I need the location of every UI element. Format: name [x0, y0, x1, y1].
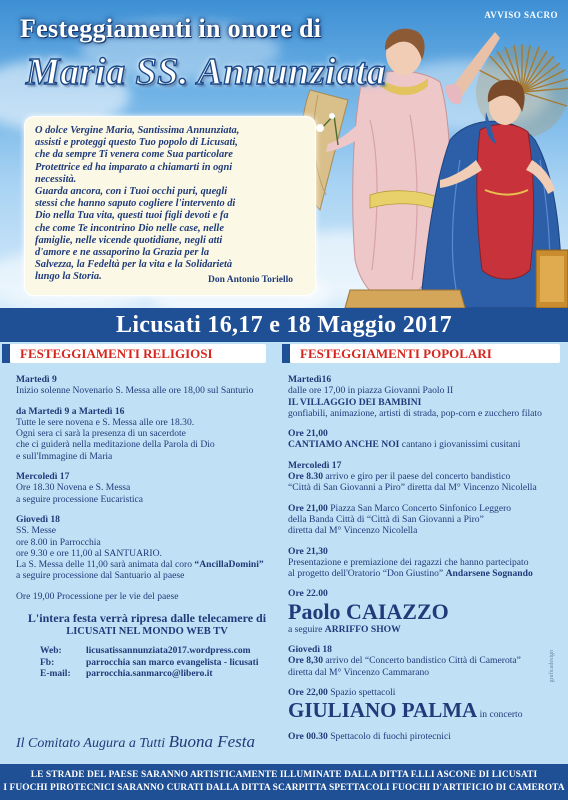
entry-text: a seguire: [288, 623, 325, 635]
date-banner: [0, 308, 568, 342]
tv-channel-name: LICUSATI NEL MONDO WEB TV: [66, 626, 228, 638]
entry-line: [288, 439, 556, 450]
entry-line: “Città di San Giovanni a Piro” diretta dal M° Vincenzo Nicolella: [288, 482, 537, 494]
event-title: IL VILLAGGIO DEI BAMBINI: [288, 396, 422, 408]
entry-line: [288, 655, 556, 666]
entry-heading: Ore 21,30: [288, 545, 328, 557]
prayer-line: assisti e proteggi questo Tuo popolo di Licusati,: [35, 137, 238, 149]
prayer-line: famiglie, nelle vicende quotidiane, negli atti: [35, 234, 223, 246]
entry-line: [288, 698, 556, 722]
prayer-box: [24, 116, 316, 296]
entry-line: [288, 687, 556, 698]
email-link[interactable]: parrocchia.sanmarco@libero.it: [86, 669, 213, 680]
entry-text: cantano i giovanissimi cusitani: [399, 439, 521, 451]
entry-line: ore 8.00 in Parrocchia: [16, 536, 101, 548]
footer-line: LE STRADE DEL PAESE SARANNO ARTISTICAMENTE ILLUMINATE DALLA DITTA F.LLI ASCONE DI LICUSATI: [30, 770, 538, 780]
program-entry: [288, 687, 556, 722]
entry-line: Ore 18.30 Novena e S. Messa: [16, 482, 131, 494]
performer-name: Paolo CAIAZZO: [288, 598, 449, 624]
section-header-popular: FESTEGGIAMENTI POPOLARI: [290, 344, 560, 363]
entry-line: Ogni sera ci sarà la presenza di un sacerdote: [16, 428, 186, 440]
entry-text: al progetto dell'Oratorio “Don Giustino”: [288, 568, 446, 580]
entry-line: [288, 624, 556, 635]
event-title: CANTIAMO ANCHE NOI: [288, 439, 400, 451]
contact-label: E-mail:: [40, 669, 71, 680]
entry-line: SS. Messe: [16, 525, 56, 537]
entry-line: gonfiabili, animazione, artisti di strada, pop-corn e zucchero filato: [288, 407, 542, 419]
entry-line: [288, 731, 556, 742]
prayer-line: O dolce Vergine Maria, Santissima Annunziata,: [35, 125, 240, 136]
entry-line: a seguire processione Eucaristica: [16, 493, 144, 505]
closing-greeting: [16, 732, 286, 752]
entry-line: [16, 559, 278, 570]
web-link[interactable]: licusatissannunziata2017.wordpress.com: [86, 646, 251, 657]
program-entry: [16, 591, 278, 602]
entry-line: Ore 19,00 Processione per le vie del paese: [16, 590, 179, 602]
entry-time: Ore 00.30: [288, 731, 328, 743]
prayer-line: che come Te incontrino Dio nelle case, nelle: [35, 222, 224, 234]
prayer-line: Protettrice ed ha imparato a chiamarti in ogni: [35, 161, 233, 173]
prayer-signature: Don Antonio Toriello: [208, 275, 293, 285]
date-text: Licusati 16,17 e 18 Maggio 2017: [116, 311, 452, 338]
prayer-line: necessità.: [35, 173, 77, 185]
entry-line: [288, 471, 556, 482]
entry-time: Ore 22,00: [288, 686, 328, 698]
entry-line: a seguire processione dal Santuario al paese: [16, 570, 185, 582]
program-entry: [16, 374, 278, 397]
entry-time: Ore 21,00: [288, 502, 328, 514]
greeting-text: Il Comitato Augura a Tutti: [16, 736, 169, 751]
program-entry: [288, 731, 556, 742]
program-entry: [288, 644, 556, 678]
program-entry: [288, 546, 556, 580]
contact-label: Web:: [40, 646, 62, 657]
performer-name: GIULIANO PALMA: [288, 698, 478, 723]
greeting-emphasis: Buona Festa: [168, 732, 256, 751]
entry-heading: Mercoledì 17: [288, 459, 342, 471]
entry-text: Spettacolo di fuochi pirotecnici: [327, 731, 451, 743]
program-entry: [288, 503, 556, 537]
hero-sky: [0, 0, 568, 308]
popular-program: [288, 374, 556, 752]
entry-text: arrivo del “Concerto bandistico Città di Camerota”: [323, 655, 521, 667]
program-entry: [16, 559, 278, 582]
entry-text: arrivo e giro per il paese del concerto bandistico: [323, 471, 511, 483]
entry-heading: da Martedì 9 a Martedì 16: [16, 405, 125, 417]
tv-coverage-line: L'intera festa verrà ripresa dalle telecamere di: [27, 611, 267, 626]
entry-line: Presentazione e premiazione dei ragazzi che hanno partecipato: [288, 556, 529, 568]
entry-time: Ore 8.30: [288, 471, 323, 483]
event-title: ARRIFFO SHOW: [324, 623, 401, 635]
design-credit: graficadesign: [549, 650, 555, 683]
facebook-link[interactable]: parrocchia san marco evangelista - licusati: [86, 657, 259, 668]
contact-row-web: [16, 646, 278, 658]
religious-program: [16, 374, 278, 681]
program-entry: [288, 374, 556, 419]
program-entry: [16, 471, 278, 505]
entry-line: ore 9.30 e ore 11,00 al SANTUARIO.: [16, 547, 162, 559]
entry-heading: Martedì 9: [16, 374, 57, 385]
program-entry: [288, 588, 556, 635]
entry-line: diretta dal M° Vincenzo Nicolella: [288, 525, 418, 537]
entry-heading: Ore 22.00: [288, 588, 328, 600]
entry-text: Piazza San Marco Concerto Sinfonico Leggero: [327, 502, 512, 514]
entry-line: della Banda Città di “Città di San Giovanni a Piro”: [288, 513, 484, 525]
prayer-line: Salvezza, la Fedeltà per la vita e la Solidarietà: [35, 259, 233, 271]
event-title: Andarsene Sognando: [445, 568, 533, 580]
prayer-line: stessi che hanno saputo cogliere l'intervento di: [35, 198, 236, 210]
contact-row-fb: [16, 658, 278, 670]
entry-text: Spazio spettacoli: [327, 686, 396, 698]
entry-heading: Giovedì 18: [288, 644, 332, 656]
entry-line: e sull'Immagine di Maria: [16, 450, 113, 462]
entry-time: Ore 8,30: [288, 655, 323, 667]
entry-line: [288, 568, 556, 579]
section-header-religious: FESTEGGIAMENTI RELIGIOSI: [10, 344, 266, 363]
prayer-line: lungo la Storia.: [35, 271, 102, 283]
entry-line: dalle ore 17,00 in piazza Giovanni Paolo II: [288, 385, 454, 397]
entry-line: Inizio solenne Novenario S. Messa alle ore 18,00 sul Santurio: [16, 385, 254, 397]
contact-row-email: [16, 669, 278, 681]
prayer-line: Dio nella Tua vita, questi tuoi figli devoti e fa: [35, 210, 229, 222]
contacts: [16, 646, 278, 681]
footer-line: I FUOCHI PIROTECNICI SARANNO CURATI DALLA DITTA SCARPITTA SPETTACOLI FUOCHI D'ARTIFICIO DI CAMEROTA: [3, 783, 565, 793]
entry-heading: Ore 21,00: [288, 428, 328, 440]
entry-text: La S. Messa delle 11,00 sarà animata dal coro: [16, 559, 195, 571]
contact-label: Fb:: [40, 657, 55, 668]
entry-line: [288, 503, 556, 514]
entry-line: Tutte le sere novena e S. Messa alle ore 18.30.: [16, 416, 195, 428]
choir-name: “AncillaDomini”: [194, 559, 264, 571]
prayer-line: Guarda ancora, con i Tuoi occhi puri, quegli: [35, 186, 228, 198]
entry-line: che ci guiderà nella meditazione della Parola di Dio: [16, 439, 215, 451]
prayer-text: [35, 125, 305, 284]
prayer-line: che da sempre Ti venera come Sua particolare: [35, 149, 233, 161]
entry-heading: Giovedì 18: [16, 513, 60, 525]
title-line-1: Festeggiamenti in onore di: [20, 14, 322, 43]
notice-label: AVVISO SACRO: [484, 10, 558, 20]
program-entry: [16, 406, 278, 462]
entry-heading: Mercoledì 17: [16, 471, 70, 483]
program-entry: [16, 514, 278, 559]
program-entry: [288, 428, 556, 451]
entry-line: diretta dal M° Vincenzo Cammarano: [288, 666, 430, 678]
program-entry: [288, 460, 556, 494]
prayer-line: d'amore e ne assaporino la Grazia per la: [35, 247, 210, 259]
title-line-2: Maria SS. Annunziata: [26, 51, 387, 93]
entry-text: in concerto: [477, 709, 523, 721]
footer-band: [0, 764, 568, 800]
entry-heading: Martedì16: [288, 374, 332, 385]
